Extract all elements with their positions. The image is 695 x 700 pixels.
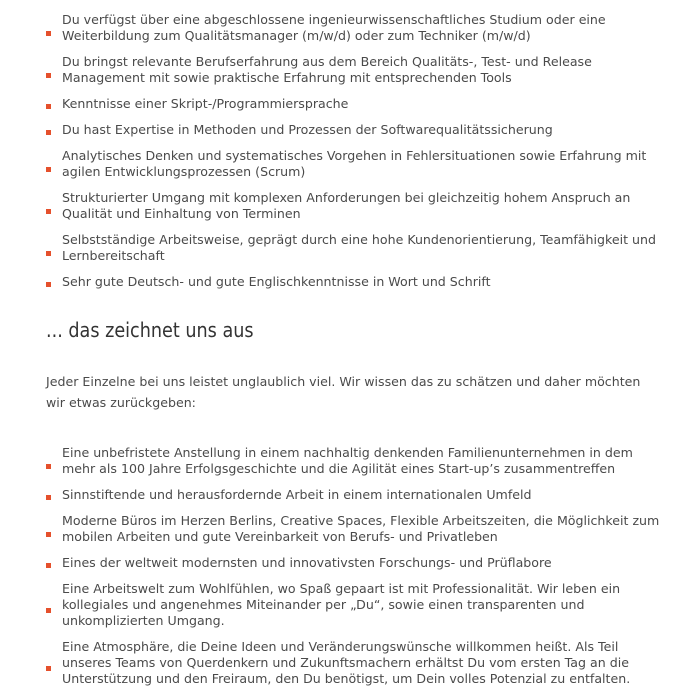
list-item-text: Moderne Büros im Herzen Berlins, Creative Spaces, Flexible Arbeitszeiten, die Möglichkeit zum mobilen Arbeiten und gute Vereinbarkeit von Berufs- und Privatleben (62, 513, 660, 544)
list-item-text: Eine Atmosphäre, die Deine Ideen und Veränderungswünsche willkommen heißt. Als Teil unseres Teams von Querdenkern und Zukunftsmachern erhältst Du vom ersten Tag an die Unterstützung und den Freiraum, den Du benötigst, um Dein volles Potenzial zu entfalten. (62, 639, 631, 686)
list-item-text: Analytisches Denken und systematisches Vorgehen in Fehlersituationen sowie Erfahrung mit agilen Entwicklungsprozessen (Scrum) (62, 148, 647, 179)
list-item-text: Sinnstiftende und herausfordernde Arbeit in einem internationalen Umfeld (62, 487, 532, 502)
bullet-square-icon (46, 282, 51, 287)
section-intro: Jeder Einzelne bei uns leistet unglaublich viel. Wir wissen das zu schätzen und daher möchten wir etwas zurückgeben: (46, 374, 641, 410)
list-item (0, 54, 695, 86)
list-item (0, 555, 695, 571)
list-item (0, 445, 695, 477)
list-item (0, 581, 695, 629)
list-item (0, 487, 695, 503)
list-item (0, 639, 695, 687)
bullet-square-icon (46, 104, 51, 109)
list-item-text: Eines der weltweit modernsten und innovativsten Forschungs- und Prüflabore (62, 555, 552, 570)
bullet-square-icon (46, 130, 51, 135)
bullet-square-icon (46, 251, 51, 256)
list-item-text: Du hast Expertise in Methoden und Prozessen der Softwarequalitätssicherung (62, 122, 553, 137)
bullet-square-icon (46, 495, 51, 500)
bullet-square-icon (46, 31, 51, 36)
list-item-text: Eine Arbeitswelt zum Wohlfühlen, wo Spaß gepaart ist mit Professionalität. Wir leben ein kollegiales und angenehmes Miteinander per „Du“, sowie einen transparenten und unkomplizierten Umgang. (62, 581, 621, 628)
section-heading: ... das zeichnet uns aus (46, 318, 254, 342)
list-item (0, 513, 695, 545)
list-item-text: Du bringst relevante Berufserfahrung aus dem Bereich Qualitäts-, Test- und Release Management mit sowie praktische Erfahrung mit entsprechenden Tools (62, 54, 592, 85)
list-item (0, 122, 695, 138)
list-item (0, 148, 695, 180)
bullet-square-icon (46, 73, 51, 78)
benefits-list (0, 413, 695, 687)
requirements-list (0, 0, 695, 290)
list-item-text: Sehr gute Deutsch- und gute Englischkenntnisse in Wort und Schrift (62, 274, 491, 289)
list-item (0, 12, 695, 44)
bullet-square-icon (46, 209, 51, 214)
bullet-square-icon (46, 464, 51, 469)
list-item (0, 232, 695, 264)
bullet-square-icon (46, 563, 51, 568)
list-item-text: Du verfügst über eine abgeschlossene ingenieurwissenschaftliches Studium oder eine Weiterbildung zum Qualitätsmanager (m/w/d) oder zum Techniker (m/w/d) (62, 12, 606, 43)
list-item (0, 96, 695, 112)
bullet-square-icon (46, 666, 51, 671)
bullet-square-icon (46, 167, 51, 172)
list-item-text: Strukturierter Umgang mit komplexen Anforderungen bei gleichzeitig hohem Anspruch an Qualität und Einhaltung von Terminen (62, 190, 631, 221)
list-item-text: Kenntnisse einer Skript-/Programmiersprache (62, 96, 349, 111)
list-item-text: Eine unbefristete Anstellung in einem nachhaltig denkenden Familienunternehmen in dem mehr als 100 Jahre Erfolgsgeschichte und die Agilität eines Start-up’s zusammentreffen (62, 445, 633, 476)
bullet-square-icon (46, 532, 51, 537)
list-item-text: Selbstständige Arbeitsweise, geprägt durch eine hohe Kundenorientierung, Teamfähigkeit und Lernbereitschaft (62, 232, 656, 263)
bullet-square-icon (46, 608, 51, 613)
list-item (0, 190, 695, 222)
list-item (0, 274, 695, 290)
